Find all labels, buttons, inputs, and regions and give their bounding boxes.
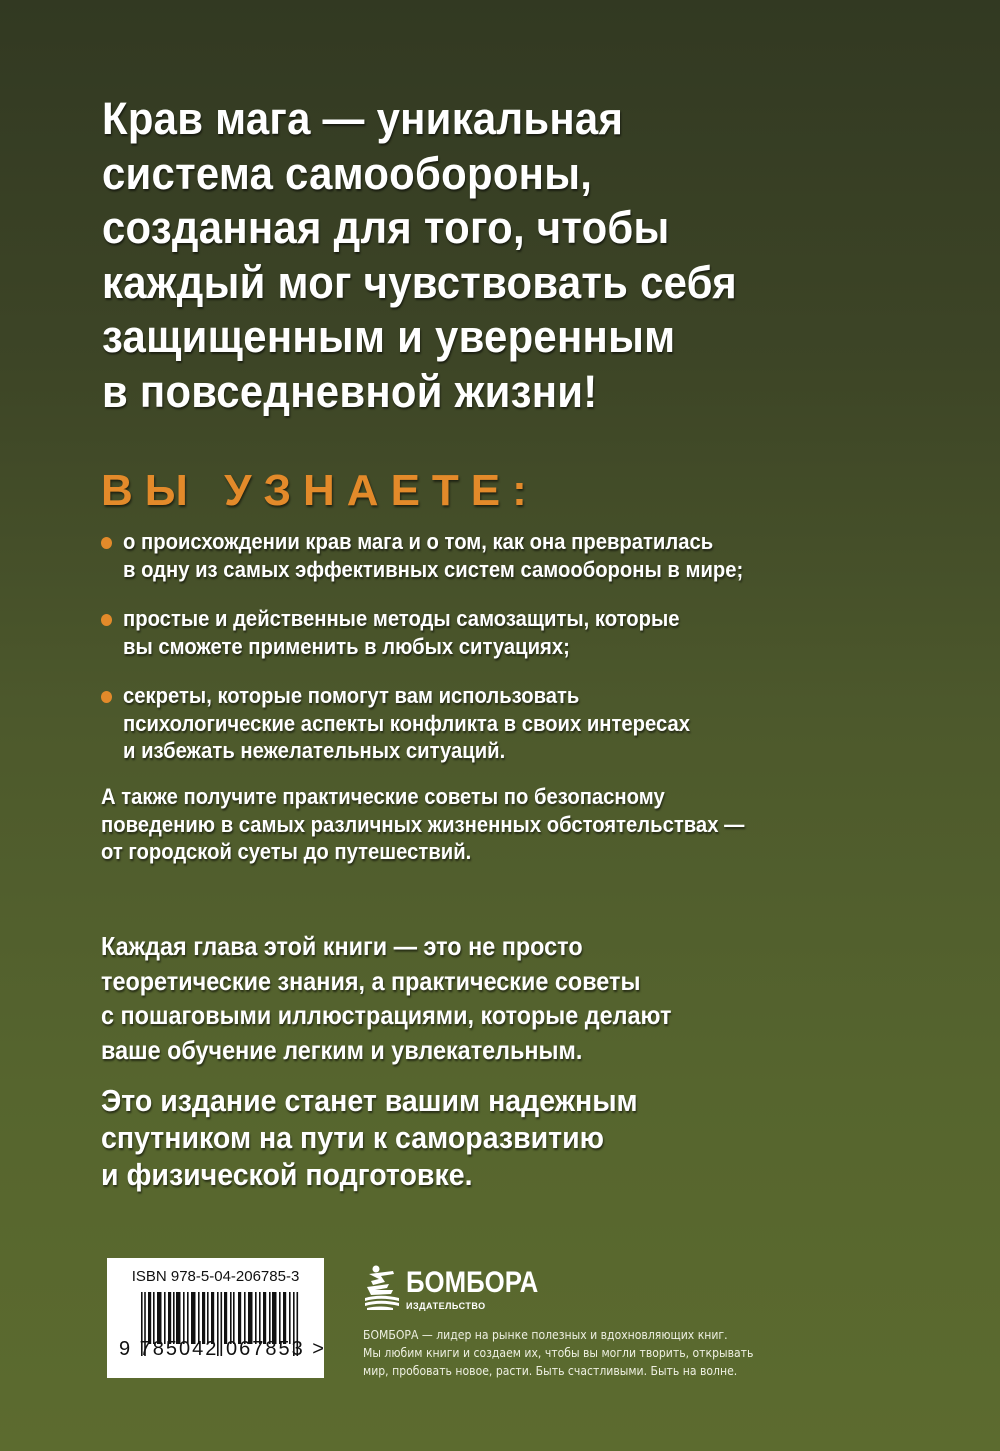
chapter-paragraph	[101, 929, 735, 1067]
bullet-item	[101, 528, 961, 583]
intro-line: Крав мага — уникальная	[102, 93, 624, 144]
intro-line: в повседневной жизни!	[102, 365, 598, 417]
also-line: поведению в самых различных жизненных обстоятельствах —	[101, 811, 745, 837]
chapter-line: теоретические знания, а практические советы	[101, 965, 641, 996]
intro-line: система самообороны,	[102, 147, 593, 199]
closing-paragraph	[101, 1082, 684, 1193]
isbn-barcode	[107, 1258, 324, 1378]
blurb-line: Мы любим книги и создаем их, чтобы вы могли творить, открывать	[363, 1345, 754, 1360]
bullet-line: и избежать нежелательных ситуаций.	[123, 738, 506, 763]
closing-line: Это издание станет вашим надежным	[101, 1083, 638, 1118]
publisher-blurb	[363, 1326, 763, 1380]
bullet-dot-icon	[101, 537, 112, 549]
bullet-item	[101, 682, 961, 765]
intro-line: защищенным и уверенным	[102, 311, 676, 362]
blurb-line: БОМБОРА — лидер на рынке полезных и вдохновляющих книг.	[363, 1327, 728, 1342]
closing-line: спутником на пути к саморазвитию	[101, 1120, 605, 1155]
bullet-line: о происхождении крав мага и о том, как она превратилась	[123, 529, 714, 554]
learn-heading: ВЫ УЗНАЕТЕ:	[101, 466, 539, 515]
closing-line: и физической подготовке.	[101, 1157, 473, 1192]
also-paragraph	[101, 783, 800, 866]
barcode-digits: 9 785042 067853 >	[119, 1338, 326, 1360]
publisher-subtitle: ИЗДАТЕЛЬСТВО	[406, 1301, 486, 1311]
publisher-name: БОМБОРА	[406, 1266, 539, 1299]
learn-bullet-list	[101, 528, 961, 787]
also-line: от городской суеты до путешествий.	[101, 839, 472, 864]
bullet-line: вы сможете применить в любых ситуациях;	[123, 633, 570, 659]
bullet-dot-icon	[101, 691, 112, 703]
bullet-line: простые и действенные методы самозащиты, которые	[123, 606, 680, 631]
bullet-item	[101, 605, 961, 660]
bombora-surfer-book-icon	[363, 1265, 403, 1311]
intro-text	[102, 92, 902, 419]
blurb-line: мир, пробовать новое, расти. Быть счастливыми. Быть на волне.	[363, 1363, 738, 1378]
intro-line: каждый мог чувствовать себя	[102, 256, 737, 308]
bullet-dot-icon	[101, 614, 112, 626]
bullet-line: психологические аспекты конфликта в своих интересах	[123, 710, 691, 736]
chapter-line: Каждая глава этой книги — это не просто	[101, 931, 583, 961]
bullet-line: секреты, которые помогут вам использовать	[123, 683, 580, 708]
also-line: А также получите практические советы по безопасному	[101, 784, 665, 809]
publisher-logo	[363, 1265, 539, 1315]
chapter-line: с пошаговыми иллюстрациями, которые делают	[101, 1000, 672, 1030]
bullet-line: в одну из самых эффективных систем самообороны в мире;	[123, 556, 744, 582]
chapter-line: ваше обучение легким и увлекательным.	[101, 1034, 583, 1065]
isbn-label: ISBN 978-5-04-206785-3	[131, 1268, 300, 1285]
intro-line: созданная для того, чтобы	[102, 202, 670, 253]
